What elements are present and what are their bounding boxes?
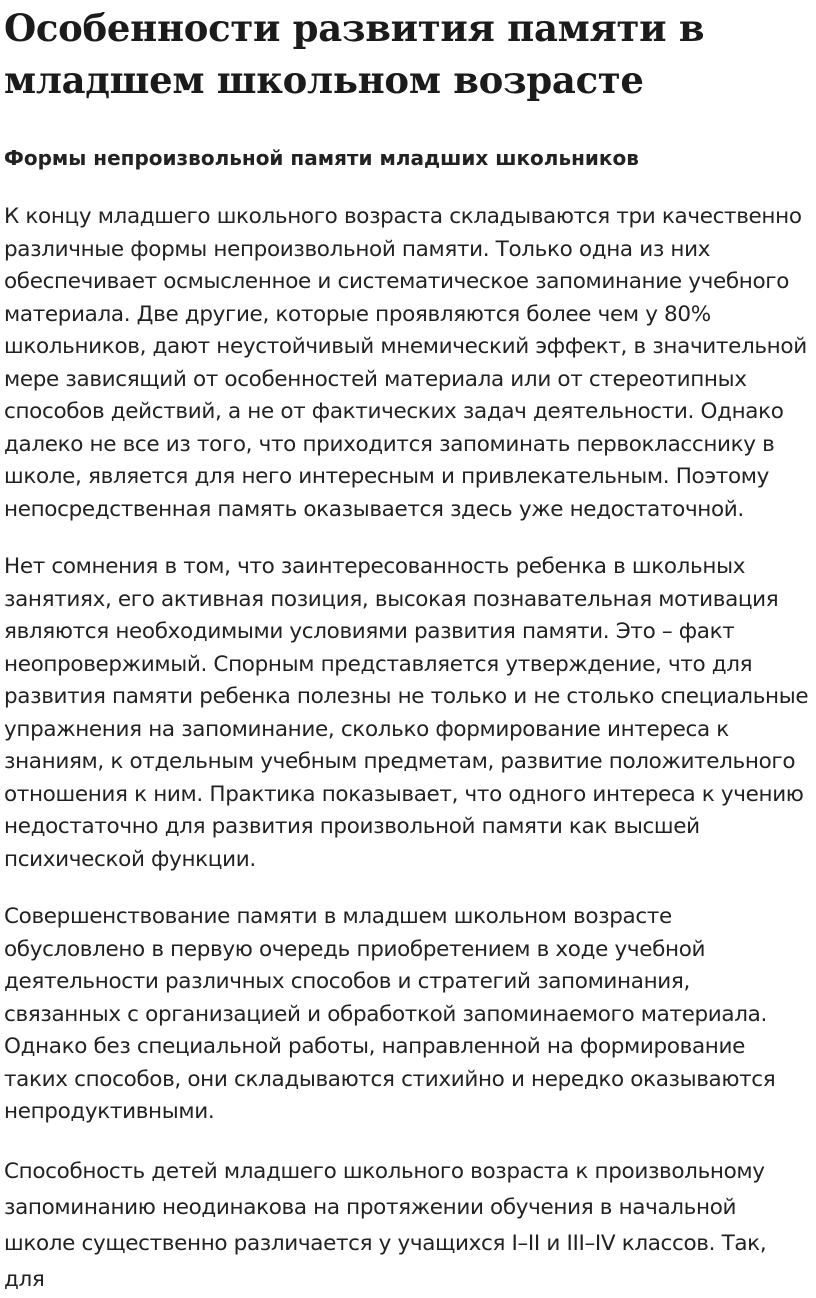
paragraph-4: Способность детей младшего школьного возраста к произвольному запоминанию неодинакова на протяжении обучения в начальной школе существенно различается у учащихся I–II и III–IV классов. Так, для xyxy=(4,1158,767,1292)
paragraph-3: Совершенствование памяти в младшем школьном возрасте обусловлено в первую очередь приобретением в ходе учебной деятельности различных способов и стратегий запоминания, связанных с организацией и обработкой запоминаемого материала. Однако без специальной работы, направленной на формирование таких способов, они складываются стихийно и нередко оказываются непродуктивными. xyxy=(4,904,776,1124)
article-subtitle: Формы непроизвольной памяти младших школьников xyxy=(4,146,639,170)
article-title: Особенности развития памяти в младшем школьном возрасте xyxy=(4,6,705,102)
paragraph-1: К концу младшего школьного возраста складываются три качественно различные формы непроизвольной памяти. Только одна из них обеспечивает осмысленное и систематическое запоминание учебного материала. Две другие, которые проявляются более чем у 80% школьников, дают неустойчивый мнемический эффект, в значительной мере зависящий от особенностей материала или от стереотипных способов действий, а не от фактических задач деятельности. Однако далеко не все из того, что приходится запоминать первокласснику в школе, является для него интересным и привлекательным. Поэтому непосредственная память оказывается здесь уже недостаточной. xyxy=(4,204,807,522)
paragraph-2: Нет сомнения в том, что заинтересованность ребенка в школьных занятиях, его активная позиция, высокая познавательная мотивация являются необходимыми условиями развития памяти. Это – факт неопровержимый. Спорным представляется утверждение, что для развития памяти ребенка полезны не только и не столько специальные упражнения на запоминание, сколько формирование интереса к знаниям, к отдельным учебным предметам, развитие положительного отношения к ним. Практика показывает, что одного интереса к учению недостаточно для развития произвольной памяти как высшей психической функции. xyxy=(4,554,809,872)
